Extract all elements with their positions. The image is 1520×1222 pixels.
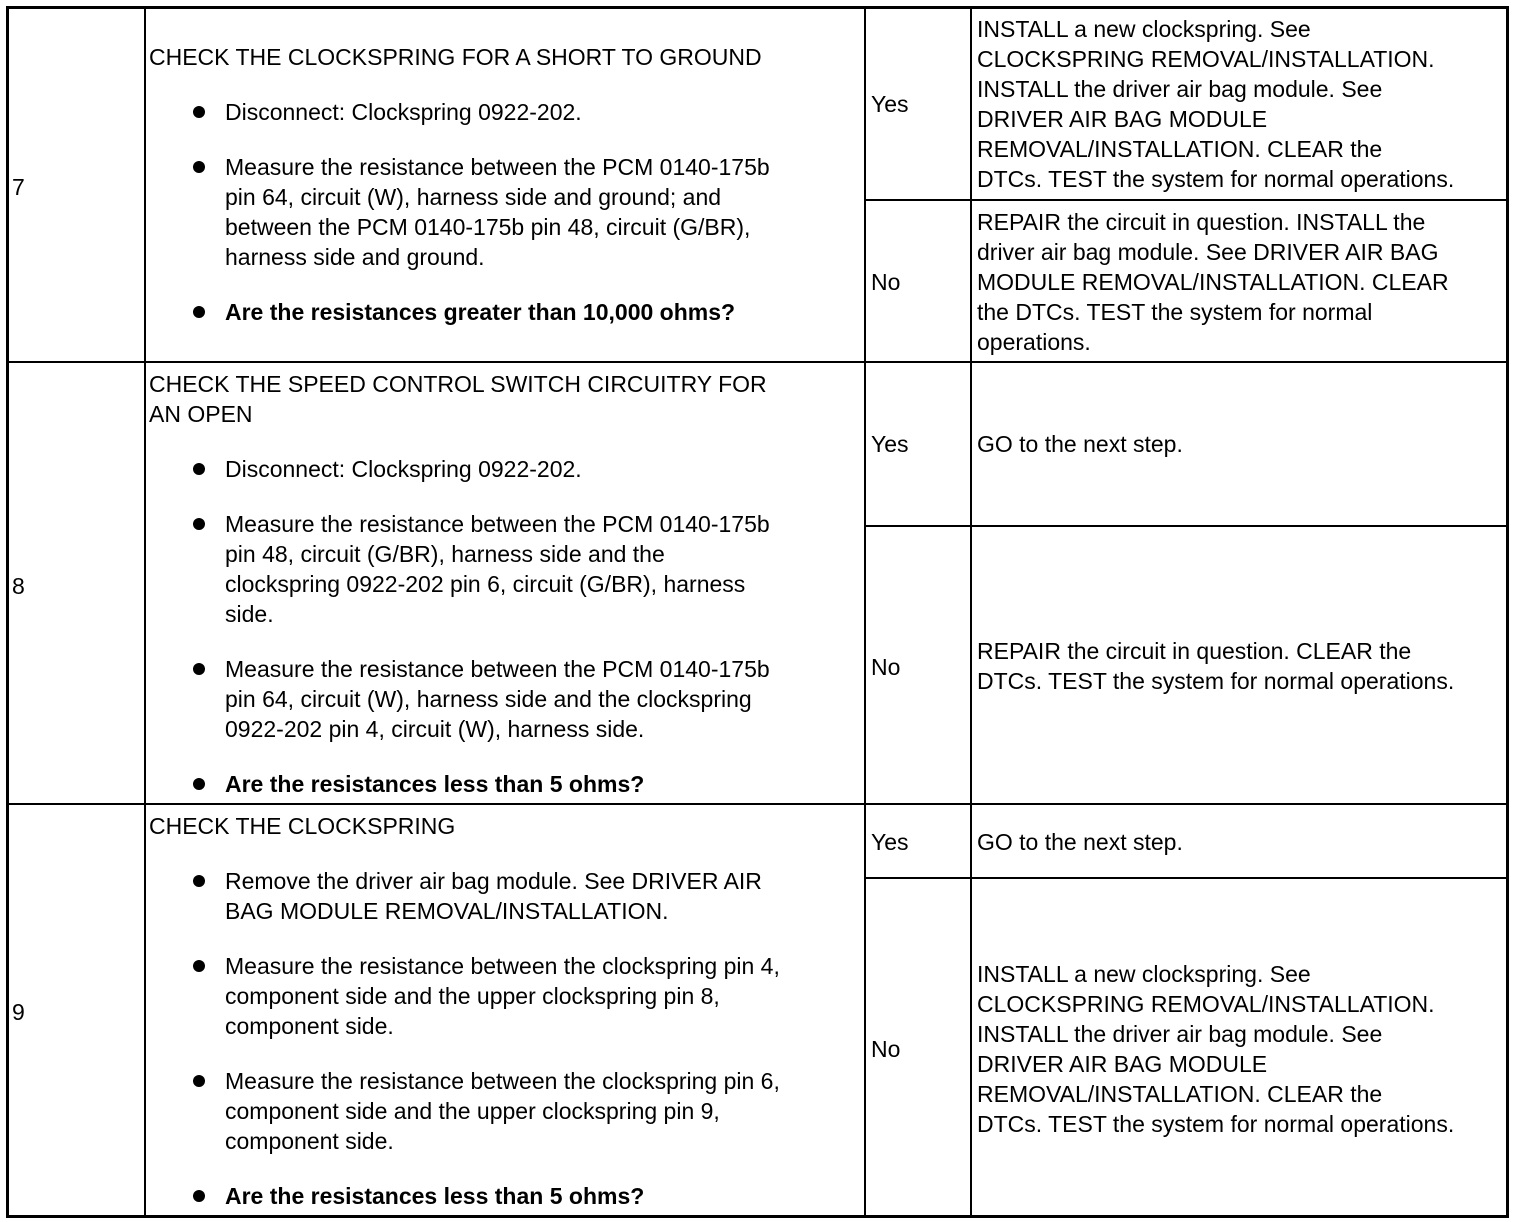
bullet-line: pin 48, circuit (G/BR), harness side and the bbox=[225, 541, 665, 567]
no-label: No bbox=[871, 1036, 901, 1062]
yes-no-divider bbox=[864, 877, 1506, 879]
step-title bbox=[149, 811, 780, 841]
yes-label: Yes bbox=[871, 431, 909, 457]
no-action bbox=[977, 207, 1449, 357]
bullet-line: BAG MODULE REMOVAL/INSTALLATION. bbox=[225, 898, 669, 924]
action-line: DTCs. TEST the system for normal operations. bbox=[977, 1111, 1455, 1137]
action-line: INSTALL a new clockspring. See bbox=[977, 16, 1311, 42]
bullet-line: Measure the resistance between the PCM 0140-175b bbox=[225, 154, 770, 180]
bullet-line: 0922-202 pin 4, circuit (W), harness side. bbox=[225, 716, 645, 742]
bullet-line: Measure the resistance between the clockspring pin 4, bbox=[225, 953, 780, 979]
bullet-dot-icon bbox=[193, 1190, 205, 1202]
bullet-item bbox=[149, 97, 770, 127]
bullet-dot-icon bbox=[193, 875, 205, 887]
action-line: REPAIR the circuit in question. INSTALL the bbox=[977, 209, 1426, 235]
bullet-line: component side. bbox=[225, 1013, 394, 1039]
step-title-line: CHECK THE CLOCKSPRING FOR A SHORT TO GROUND bbox=[149, 44, 762, 70]
action-line: INSTALL the driver air bag module. See bbox=[977, 1021, 1383, 1047]
step-content bbox=[149, 369, 770, 799]
bullet-line: Remove the driver air bag module. See DRIVER AIR bbox=[225, 868, 762, 894]
bullet-dot-icon bbox=[193, 463, 205, 475]
bullet-line: Disconnect: Clockspring 0922-202. bbox=[225, 456, 582, 482]
bullet-line: side. bbox=[225, 601, 274, 627]
step-content bbox=[149, 811, 780, 1211]
bullet-line: component side and the upper clockspring pin 9, bbox=[225, 1098, 720, 1124]
bullet-item-question bbox=[149, 769, 770, 799]
step-number: 9 bbox=[12, 999, 25, 1025]
bullet-line: Measure the resistance between the clockspring pin 6, bbox=[225, 1068, 780, 1094]
yes-label: Yes bbox=[871, 829, 909, 855]
action-line: driver air bag module. See DRIVER AIR BAG bbox=[977, 239, 1439, 265]
bullet-dot-icon bbox=[193, 663, 205, 675]
bullet-line: clockspring 0922-202 pin 6, circuit (G/BR), harness bbox=[225, 571, 746, 597]
bullet-line: component side and the upper clockspring pin 8, bbox=[225, 983, 720, 1009]
column-divider bbox=[970, 9, 972, 1215]
action-line: INSTALL a new clockspring. See bbox=[977, 961, 1311, 987]
step-bullets bbox=[149, 97, 770, 327]
step-bullets bbox=[149, 454, 770, 799]
bullet-line: Measure the resistance between the PCM 0140-175b bbox=[225, 656, 770, 682]
yes-action bbox=[977, 14, 1454, 194]
bullet-item-question bbox=[149, 297, 770, 327]
action-line: GO to the next step. bbox=[977, 431, 1183, 457]
bullet-line: between the PCM 0140-175b pin 48, circuit (G/BR), bbox=[225, 214, 751, 240]
bullet-item-question bbox=[149, 1181, 780, 1211]
action-line: CLOCKSPRING REMOVAL/INSTALLATION. bbox=[977, 46, 1435, 72]
bullet-item bbox=[149, 951, 780, 1041]
bullet-dot-icon bbox=[193, 778, 205, 790]
step-content bbox=[149, 42, 770, 327]
bullet-dot-icon bbox=[193, 518, 205, 530]
column-divider bbox=[864, 9, 866, 1215]
no-label: No bbox=[871, 654, 901, 680]
action-line: operations. bbox=[977, 329, 1091, 355]
bullet-line: pin 64, circuit (W), harness side and ground; and bbox=[225, 184, 722, 210]
bullet-line: Disconnect: Clockspring 0922-202. bbox=[225, 99, 582, 125]
action-line: INSTALL the driver air bag module. See bbox=[977, 76, 1383, 102]
yes-no-divider bbox=[864, 199, 1506, 201]
bullet-line: Measure the resistance between the PCM 0140-175b bbox=[225, 511, 770, 537]
bullet-dot-icon bbox=[193, 161, 205, 173]
no-action bbox=[977, 636, 1454, 696]
bullet-item bbox=[149, 1066, 780, 1156]
bullet-line: Are the resistances less than 5 ohms? bbox=[225, 1183, 645, 1209]
step-title-line: AN OPEN bbox=[149, 401, 253, 427]
row-divider bbox=[9, 803, 1506, 805]
action-line: DTCs. TEST the system for normal operations. bbox=[977, 166, 1455, 192]
bullet-dot-icon bbox=[193, 106, 205, 118]
action-line: DRIVER AIR BAG MODULE bbox=[977, 1051, 1268, 1077]
step-number: 7 bbox=[12, 174, 25, 200]
bullet-line: component side. bbox=[225, 1128, 394, 1154]
action-line: CLOCKSPRING REMOVAL/INSTALLATION. bbox=[977, 991, 1435, 1017]
action-line: REMOVAL/INSTALLATION. CLEAR the bbox=[977, 1081, 1383, 1107]
bullet-line: pin 64, circuit (W), harness side and the clockspring bbox=[225, 686, 752, 712]
yes-no-divider bbox=[864, 525, 1506, 527]
action-line: the DTCs. TEST the system for normal bbox=[977, 299, 1373, 325]
action-line: GO to the next step. bbox=[977, 829, 1183, 855]
step-title-line: CHECK THE SPEED CONTROL SWITCH CIRCUITRY FOR bbox=[149, 371, 767, 397]
bullet-dot-icon bbox=[193, 960, 205, 972]
yes-action bbox=[977, 827, 1183, 857]
bullet-line: harness side and ground. bbox=[225, 244, 485, 270]
yes-action bbox=[977, 429, 1183, 459]
action-line: DRIVER AIR BAG MODULE bbox=[977, 106, 1268, 132]
step-number: 8 bbox=[12, 573, 25, 599]
no-label: No bbox=[871, 269, 901, 295]
yes-label: Yes bbox=[871, 91, 909, 117]
action-line: REPAIR the circuit in question. CLEAR the bbox=[977, 638, 1412, 664]
no-action bbox=[977, 959, 1454, 1139]
bullet-item bbox=[149, 454, 770, 484]
column-divider bbox=[144, 9, 146, 1215]
action-line: REMOVAL/INSTALLATION. CLEAR the bbox=[977, 136, 1383, 162]
bullet-line: Are the resistances less than 5 ohms? bbox=[225, 771, 645, 797]
bullet-item bbox=[149, 654, 770, 744]
action-line: MODULE REMOVAL/INSTALLATION. CLEAR bbox=[977, 269, 1449, 295]
row-divider bbox=[9, 361, 1506, 363]
step-title bbox=[149, 42, 770, 72]
step-bullets bbox=[149, 866, 780, 1211]
bullet-item bbox=[149, 509, 770, 629]
bullet-line: Are the resistances greater than 10,000 ohms? bbox=[225, 299, 736, 325]
bullet-dot-icon bbox=[193, 306, 205, 318]
action-line: DTCs. TEST the system for normal operations. bbox=[977, 668, 1455, 694]
bullet-dot-icon bbox=[193, 1075, 205, 1087]
diagnostic-table bbox=[6, 6, 1509, 1218]
step-title-line: CHECK THE CLOCKSPRING bbox=[149, 813, 456, 839]
step-title bbox=[149, 369, 770, 429]
bullet-item bbox=[149, 152, 770, 272]
bullet-item bbox=[149, 866, 780, 926]
